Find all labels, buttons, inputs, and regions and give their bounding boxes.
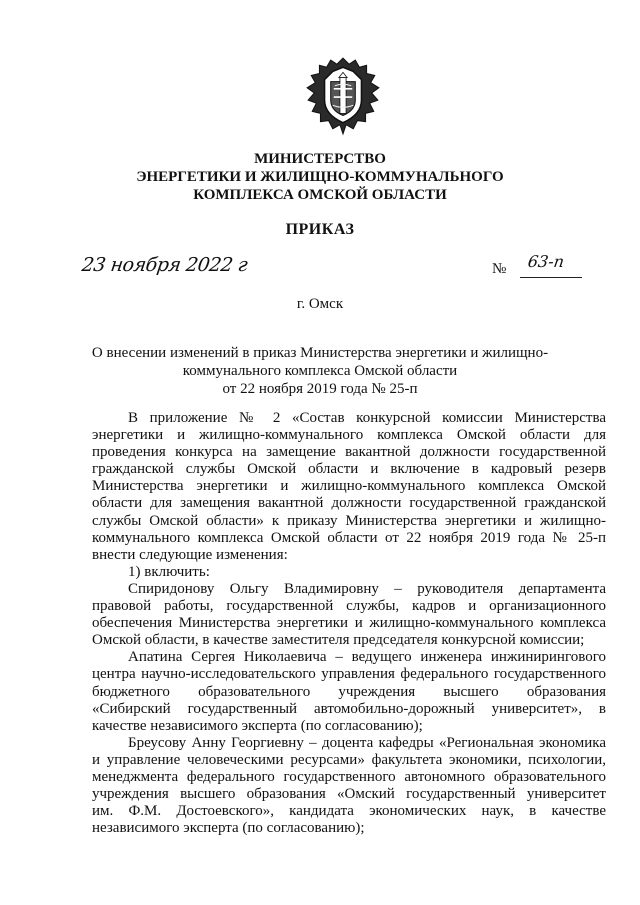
- heading-line: ЭНЕРГЕТИКИ И ЖИЛИЩНО-КОММУНАЛЬНОГО: [136, 169, 504, 185]
- body-line: независимого эксперта (по согласованию);: [92, 820, 365, 837]
- body-line: Апатина Сергея Николаевича – ведущего инженера инжинирингового: [128, 649, 606, 666]
- body-line: Министерства энергетики и жилищно-коммунального комплекса Омской: [92, 478, 606, 495]
- city: г. Омск: [296, 296, 344, 312]
- order-date-handwritten: 23 ноября 2022 г: [80, 254, 249, 276]
- body-line: области для замещения вакантной должности государственной гражданской: [92, 495, 606, 512]
- body-line: правовой работы, государственной службы, кадров и организационного: [92, 598, 606, 615]
- body-line: Омской области, в качестве заместителя председателя конкурсной комиссии;: [92, 632, 585, 649]
- body-line: Спиридонову Ольгу Владимировну – руководителя департамента: [128, 580, 606, 597]
- body-line: службы Омской области» к приказу Министерства энергетики и жилищно-: [92, 512, 606, 529]
- body-line: 1) включить:: [128, 563, 210, 580]
- heading-line: МИНИСТЕРСТВО: [254, 151, 386, 167]
- body-line: «Сибирский государственный автомобильно-дорожный университет», в: [92, 700, 606, 717]
- ministry-heading: [0, 150, 640, 204]
- body-line: Бреусову Анну Георгиевну – доцента кафедры «Региональная экономика: [128, 734, 606, 751]
- body-line: качестве независимого эксперта (по согласованию);: [92, 717, 423, 734]
- body-line: внести следующие изменения:: [92, 546, 288, 563]
- body-line: и управление человеческими ресурсами» факультета экономики, психологии,: [92, 751, 606, 768]
- body-line: В приложение № 2 «Состав конкурсной комиссии Министерства: [128, 410, 606, 426]
- subject-line: от 22 ноября 2019 года № 25-п: [222, 381, 418, 397]
- body-line: обеспечения Министерства энергетики и жилищно-коммунального комплекса: [92, 615, 606, 632]
- body-line: энергетики и жилищно-коммунального комплекса Омской области для: [92, 427, 606, 444]
- body-line: им. Ф.М. Достоевского», кандидата экономических наук, в качестве: [92, 803, 606, 820]
- order-number-label: №: [492, 261, 507, 277]
- coat-of-arms-emblem: [302, 55, 384, 137]
- body-line: бюджетного образовательного учреждения высшего образования: [92, 683, 606, 700]
- body-line: центра научно-исследовательского управления федерального государственного: [92, 666, 606, 683]
- subject-line: коммунального комплекса Омской области: [182, 363, 458, 379]
- body-line: менеджмента федерального государственного автономного образовательного: [92, 768, 606, 785]
- order-subject: [0, 344, 640, 398]
- subject-line: О внесении изменений в приказ Министерства энергетики и жилищно-: [91, 345, 549, 361]
- order-body: [92, 410, 606, 837]
- body-line: гражданской службы Омской области и включение в кадровый резерв: [92, 461, 606, 478]
- order-number-handwritten: 63-п: [526, 252, 566, 271]
- body-line: коммунального комплекса Омской области от 22 ноября 2019 года № 25-п: [92, 529, 606, 546]
- order-title: ПРИКАЗ: [285, 221, 355, 238]
- heading-line: КОМПЛЕКСА ОМСКОЙ ОБЛАСТИ: [193, 187, 447, 203]
- order-number-underline: [520, 277, 582, 278]
- body-line: учреждения высшего образования «Омский государственный университет: [92, 786, 606, 803]
- body-line: проведения конкурса на замещение вакантной должности государственной: [92, 444, 606, 461]
